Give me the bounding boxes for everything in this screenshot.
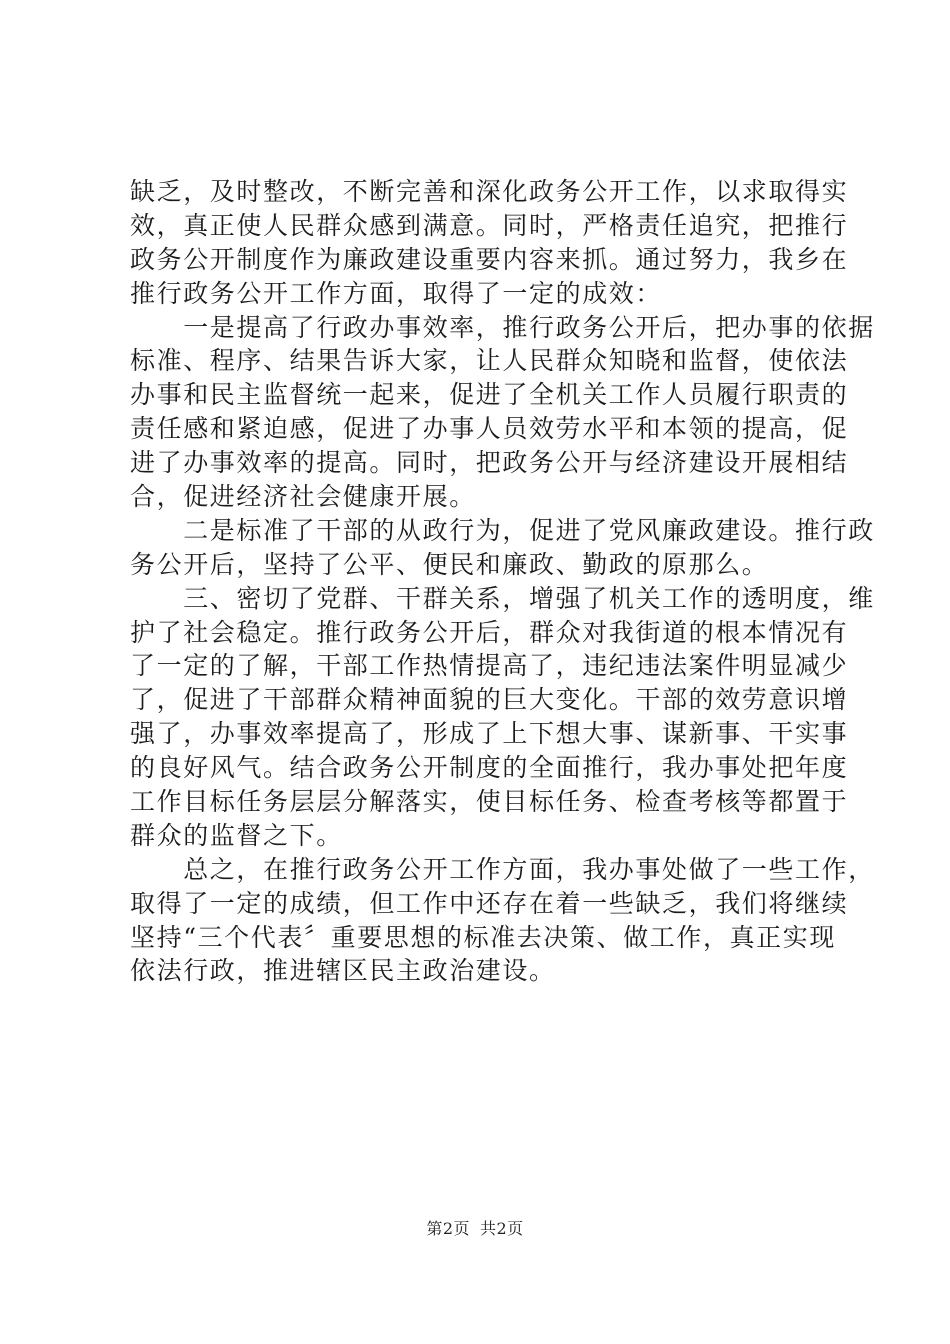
text-line: 总之，在推行政务公开工作方面，我办事处做了一些工作， [130, 854, 875, 884]
text-line: 标准、程序、结果告诉大家，让人民群众知晓和监督，使依法 [130, 346, 849, 376]
text-line: 缺乏，及时整改，不断完善和深化政务公开工作，以求取得实 [130, 177, 849, 206]
text-line: 工作目标任务层层分解落实，使目标任务、检查考核等都置于 [130, 787, 849, 817]
text-line: 推行政务公开工作方面，取得了一定的成效： [130, 278, 663, 308]
text-line: 群众的监督之下。 [130, 820, 343, 850]
text-line: 效，真正使人民群众感到满意。同时，严格责任追究，把推行 [130, 210, 849, 240]
text-line: 依法行政，推进辖区民主政治建设。 [130, 956, 556, 986]
text-line: 强了，办事效率提高了，形成了上下想大事、谋新事、干实事 [130, 719, 849, 749]
text-line: 二是标准了干部的从政行为，促进了党风廉政建设。推行政 [130, 515, 875, 545]
text-line: 了一定的了解，干部工作热情提高了，违纪违法案件明显减少 [130, 651, 849, 681]
page-total: 共2页 [480, 1219, 524, 1238]
text-line: 政务公开制度作为廉政建设重要内容来抓。通过努力，我乡在 [130, 244, 849, 274]
text-line: 责任感和紧迫感，促进了办事人员效劳水平和本领的提高，促 [130, 414, 849, 444]
text-line: 坚持“三个代表〞重要思想的标准去决策、做工作，真正实现 [130, 922, 836, 952]
text-line: 三、密切了党群、干群关系，增强了机关工作的透明度，维 [130, 583, 875, 613]
page-footer [0, 1216, 950, 1239]
text-line: 务公开后，坚持了公平、便民和廉政、勤政的原那么。 [130, 549, 769, 579]
text-line: 了，促进了干部群众精神面貌的巨大变化。干部的效劳意识增 [130, 685, 849, 715]
page-number: 第2页 [426, 1219, 470, 1238]
text-line: 进了办事效率的提高。同时，把政务公开与经济建设开展相结 [130, 448, 849, 478]
text-line: 办事和民主监督统一起来，促进了全机关工作人员履行职责的 [130, 380, 849, 410]
text-line: 护了社会稳定。推行政务公开后，群众对我街道的根本情况有 [130, 617, 849, 647]
text-line: 一是提高了行政办事效率，推行政务公开后，把办事的依据 [130, 312, 875, 342]
text-line: 的良好风气。结合政务公开制度的全面推行，我办事处把年度 [130, 753, 849, 783]
text-line: 取得了一定的成绩，但工作中还存在着一些缺乏，我们将继续 [130, 888, 849, 918]
text-line: 合，促进经济社会健康开展。 [130, 482, 476, 512]
document-body [130, 175, 875, 988]
